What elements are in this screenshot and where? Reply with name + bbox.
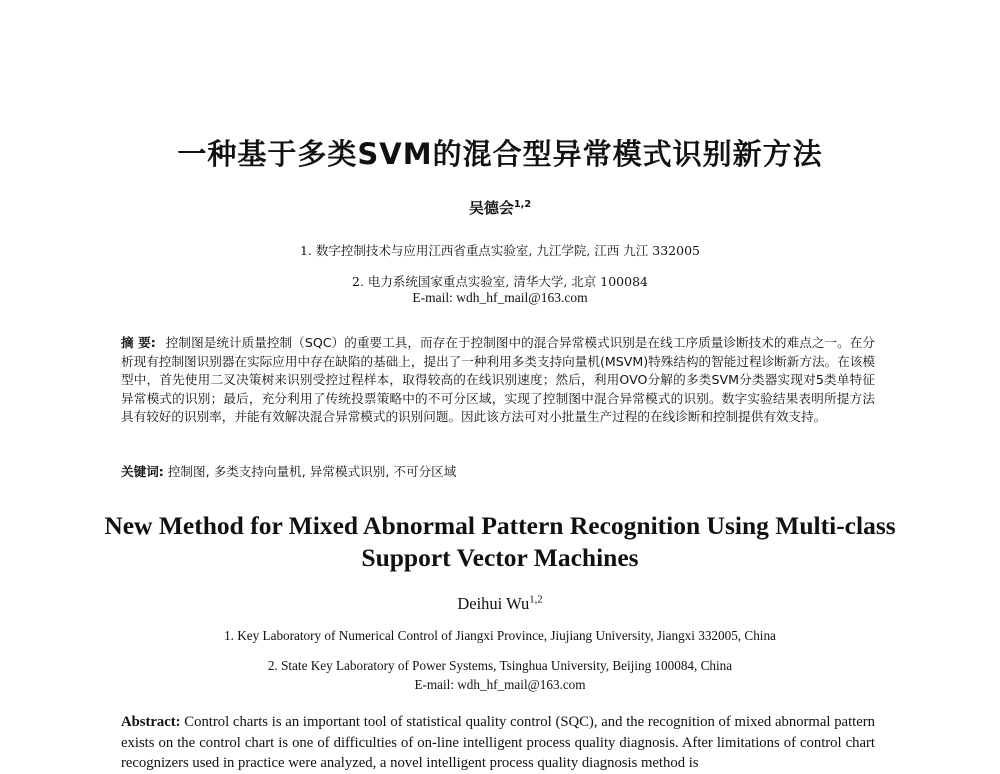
english-abstract-label: Abstract: [121, 714, 181, 730]
english-author [0, 594, 1000, 614]
chinese-abstract [121, 334, 875, 427]
english-abstract-text: Control charts is an important tool of statistical quality control (SQC), and the recognition of mixed abnormal pattern exists on the control chart is one of difficulties of on-line intelligent process quality diagnosis. After limitations of control chart recognizers used in practice were analyzed, a novel intelligent process quality diagnosis method is [121, 714, 875, 771]
chinese-abstract-label: 摘 要: [121, 335, 156, 350]
chinese-author-name: 吴德会 [468, 199, 514, 217]
english-abstract [121, 712, 875, 774]
english-title: New Method for Mixed Abnormal Pattern Recognition Using Multi-class Support Vector Machines [104, 511, 896, 572]
chinese-affiliation-2: 2. 电力系统国家重点实验室, 清华大学, 北京 100084 [352, 274, 648, 289]
english-author-affiliation-marks: 1,2 [529, 593, 543, 606]
chinese-email: E-mail: wdh_hf_mail@163.com [412, 290, 588, 305]
chinese-abstract-text: 控制图是统计质量控制（SQC）的重要工具，而存在于控制图中的混合异常模式识别是在线工序质量诊断技术的难点之一。在分析现有控制图识别器在实际应用中存在缺陷的基础上，提出了一种利用多类支持向量机(MSVM)特殊结构的智能过程诊断新方法。在该模型中，首先使用二叉决策树来识别受控过程样本，取得较高的在线识别速度；然后，利用OVO分解的多类SVM分类器实现对5类单特征异常模式的识别；最后，充分利用了传统投票策略中的不可分区域，实现了控制图中混合异常模式的识别。数字实验结果表明所提方法具有较好的识别率，并能有效解决混合异常模式的识别问题。因此该方法可对小批量生产过程的在线诊断和控制提供有效支持。 [121, 335, 876, 425]
chinese-keywords-label: 关键词: [121, 464, 164, 479]
english-author-name: Deihui Wu [457, 594, 530, 613]
english-email: E-mail: wdh_hf_mail@163.com [414, 677, 586, 692]
chinese-author [0, 197, 1000, 218]
chinese-title: 一种基于多类SVM的混合型异常模式识别新方法 [177, 137, 823, 171]
english-affiliation-2: 2. State Key Laboratory of Power Systems, Tsinghua University, Beijing 100084, China [267, 658, 733, 673]
english-affiliation-1: 1. Key Laboratory of Numerical Control of Jiangxi Province, Jiujiang University, Jiangxi 332005, China [224, 628, 776, 643]
chinese-keywords-text: 控制图, 多类支持向量机, 异常模式识别, 不可分区域 [163, 464, 457, 479]
chinese-keywords [121, 461, 875, 480]
chinese-affiliation-1: 1. 数字控制技术与应用江西省重点实验室, 九江学院, 江西 九江 332005 [300, 243, 700, 258]
chinese-author-affiliation-marks: 1,2 [513, 199, 532, 210]
